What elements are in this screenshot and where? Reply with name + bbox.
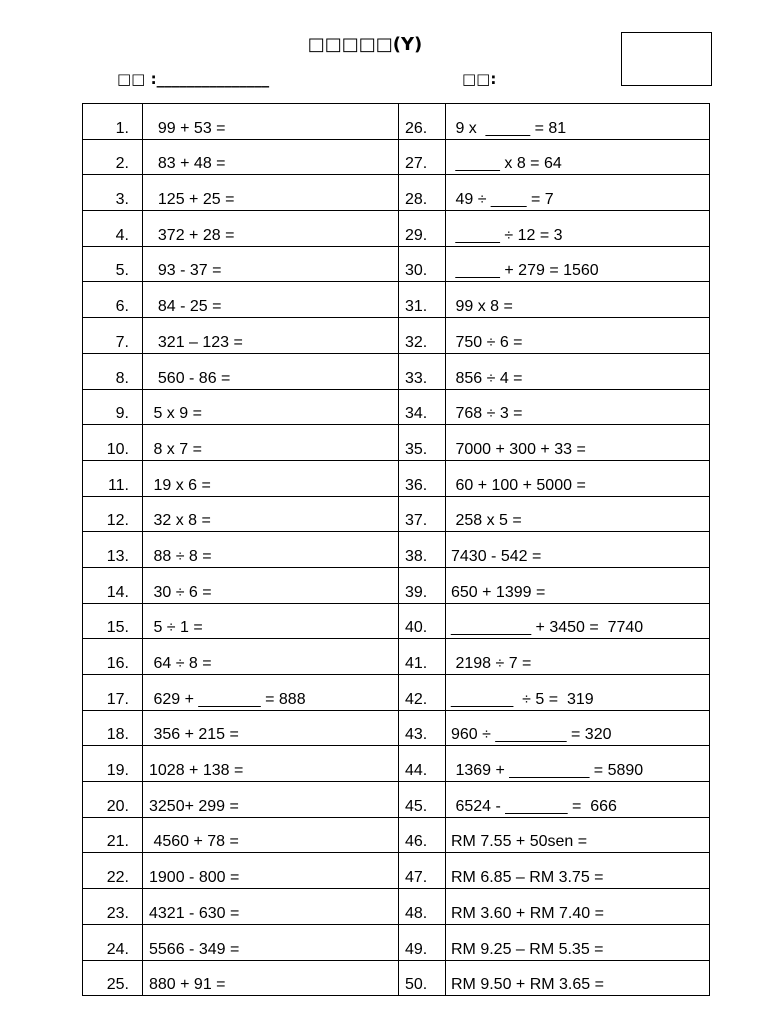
question-number: 25. [83, 960, 143, 996]
table-row [83, 746, 710, 782]
question-number: 4. [83, 211, 143, 247]
table-row [83, 425, 710, 461]
table-row [83, 960, 710, 996]
table-row [83, 639, 710, 675]
question-number: 31. [399, 282, 446, 318]
question-text: 880 + 91 = [143, 960, 399, 996]
table-row [83, 353, 710, 389]
question-text: 5 ÷ 1 = [143, 603, 399, 639]
question-text: 1369 + _________ = 5890 [446, 746, 710, 782]
question-number: 21. [83, 817, 143, 853]
question-number: 19. [83, 746, 143, 782]
question-text: 321 – 123 = [143, 318, 399, 354]
question-text: 9 x _____ = 81 [446, 104, 710, 140]
question-number: 50. [399, 960, 446, 996]
question-number: 10. [83, 425, 143, 461]
question-text: 32 x 8 = [143, 496, 399, 532]
question-number: 30. [399, 246, 446, 282]
question-number: 18. [83, 710, 143, 746]
question-text: 125 + 25 = [143, 175, 399, 211]
question-number: 26. [399, 104, 446, 140]
table-row [83, 211, 710, 247]
question-number: 28. [399, 175, 446, 211]
question-number: 24. [83, 924, 143, 960]
table-row [83, 460, 710, 496]
question-number: 7. [83, 318, 143, 354]
question-text: _______ ÷ 5 = 319 [446, 675, 710, 711]
question-number: 33. [399, 353, 446, 389]
question-number: 38. [399, 532, 446, 568]
table-row [83, 675, 710, 711]
table-row [83, 175, 710, 211]
question-text: 83 + 48 = [143, 139, 399, 175]
table-row [83, 817, 710, 853]
question-number: 49. [399, 924, 446, 960]
question-table [82, 103, 710, 996]
question-text: RM 3.60 + RM 7.40 = [446, 889, 710, 925]
question-text: 1028 + 138 = [143, 746, 399, 782]
question-text: 356 + 215 = [143, 710, 399, 746]
score-box [621, 32, 712, 86]
question-number: 1. [83, 104, 143, 140]
question-text: 49 ÷ ____ = 7 [446, 175, 710, 211]
question-text: 64 ÷ 8 = [143, 639, 399, 675]
question-text: RM 9.50 + RM 3.65 = [446, 960, 710, 996]
table-row [83, 889, 710, 925]
table-row [83, 567, 710, 603]
table-row [83, 318, 710, 354]
question-text: 84 - 25 = [143, 282, 399, 318]
table-row [83, 853, 710, 889]
question-text: 6524 - _______ = 666 [446, 782, 710, 818]
question-number: 8. [83, 353, 143, 389]
table-row [83, 532, 710, 568]
question-number: 27. [399, 139, 446, 175]
question-text: 2198 ÷ 7 = [446, 639, 710, 675]
page-title: □□□□□(Y) [307, 34, 423, 55]
question-text: RM 9.25 – RM 5.35 = [446, 924, 710, 960]
question-text: 650 + 1399 = [446, 567, 710, 603]
question-number: 42. [399, 675, 446, 711]
question-number: 3. [83, 175, 143, 211]
question-text: 1900 - 800 = [143, 853, 399, 889]
question-text: 560 - 86 = [143, 353, 399, 389]
question-number: 20. [83, 782, 143, 818]
question-number: 6. [83, 282, 143, 318]
table-row [83, 496, 710, 532]
question-text: 60 + 100 + 5000 = [446, 460, 710, 496]
table-row [83, 246, 710, 282]
question-text: _____ + 279 = 1560 [446, 246, 710, 282]
question-number: 41. [399, 639, 446, 675]
question-text: 93 - 37 = [143, 246, 399, 282]
question-text: _____ ÷ 12 = 3 [446, 211, 710, 247]
question-number: 32. [399, 318, 446, 354]
question-text: 258 x 5 = [446, 496, 710, 532]
table-row [83, 104, 710, 140]
question-number: 14. [83, 567, 143, 603]
question-number: 13. [83, 532, 143, 568]
table-row [83, 782, 710, 818]
question-number: 43. [399, 710, 446, 746]
question-text: _____ x 8 = 64 [446, 139, 710, 175]
question-number: 16. [83, 639, 143, 675]
question-number: 46. [399, 817, 446, 853]
question-text: 7430 - 542 = [446, 532, 710, 568]
question-number: 40. [399, 603, 446, 639]
question-number: 48. [399, 889, 446, 925]
question-text: 856 ÷ 4 = [446, 353, 710, 389]
question-number: 36. [399, 460, 446, 496]
question-text: 768 ÷ 3 = [446, 389, 710, 425]
question-number: 5. [83, 246, 143, 282]
question-text: 4321 - 630 = [143, 889, 399, 925]
question-number: 29. [399, 211, 446, 247]
question-number: 22. [83, 853, 143, 889]
question-text: 5 x 9 = [143, 389, 399, 425]
question-text: 19 x 6 = [143, 460, 399, 496]
question-text: 4560 + 78 = [143, 817, 399, 853]
question-number: 12. [83, 496, 143, 532]
question-text: 960 ÷ ________ = 320 [446, 710, 710, 746]
question-number: 47. [399, 853, 446, 889]
question-text: 88 ÷ 8 = [143, 532, 399, 568]
question-text: RM 7.55 + 50sen = [446, 817, 710, 853]
question-number: 37. [399, 496, 446, 532]
table-row [83, 603, 710, 639]
question-text: 7000 + 300 + 33 = [446, 425, 710, 461]
question-text: 30 ÷ 6 = [143, 567, 399, 603]
question-text: 8 x 7 = [143, 425, 399, 461]
question-text: 99 x 8 = [446, 282, 710, 318]
date-field-label: □□: [462, 70, 497, 88]
question-text: 629 + _______ = 888 [143, 675, 399, 711]
name-field-label: □□ :_______________ [117, 70, 270, 88]
table-row [83, 710, 710, 746]
question-number: 17. [83, 675, 143, 711]
question-number: 15. [83, 603, 143, 639]
question-number: 2. [83, 139, 143, 175]
question-number: 44. [399, 746, 446, 782]
table-row [83, 389, 710, 425]
question-text: 5566 - 349 = [143, 924, 399, 960]
table-row [83, 139, 710, 175]
question-number: 34. [399, 389, 446, 425]
question-text: 750 ÷ 6 = [446, 318, 710, 354]
question-number: 11. [83, 460, 143, 496]
question-text: 99 + 53 = [143, 104, 399, 140]
question-text: 372 + 28 = [143, 211, 399, 247]
question-text: _________ + 3450 = 7740 [446, 603, 710, 639]
question-text: 3250+ 299 = [143, 782, 399, 818]
question-number: 9. [83, 389, 143, 425]
table-row [83, 924, 710, 960]
question-number: 39. [399, 567, 446, 603]
question-number: 23. [83, 889, 143, 925]
question-number: 45. [399, 782, 446, 818]
table-row [83, 282, 710, 318]
question-text: RM 6.85 – RM 3.75 = [446, 853, 710, 889]
question-number: 35. [399, 425, 446, 461]
